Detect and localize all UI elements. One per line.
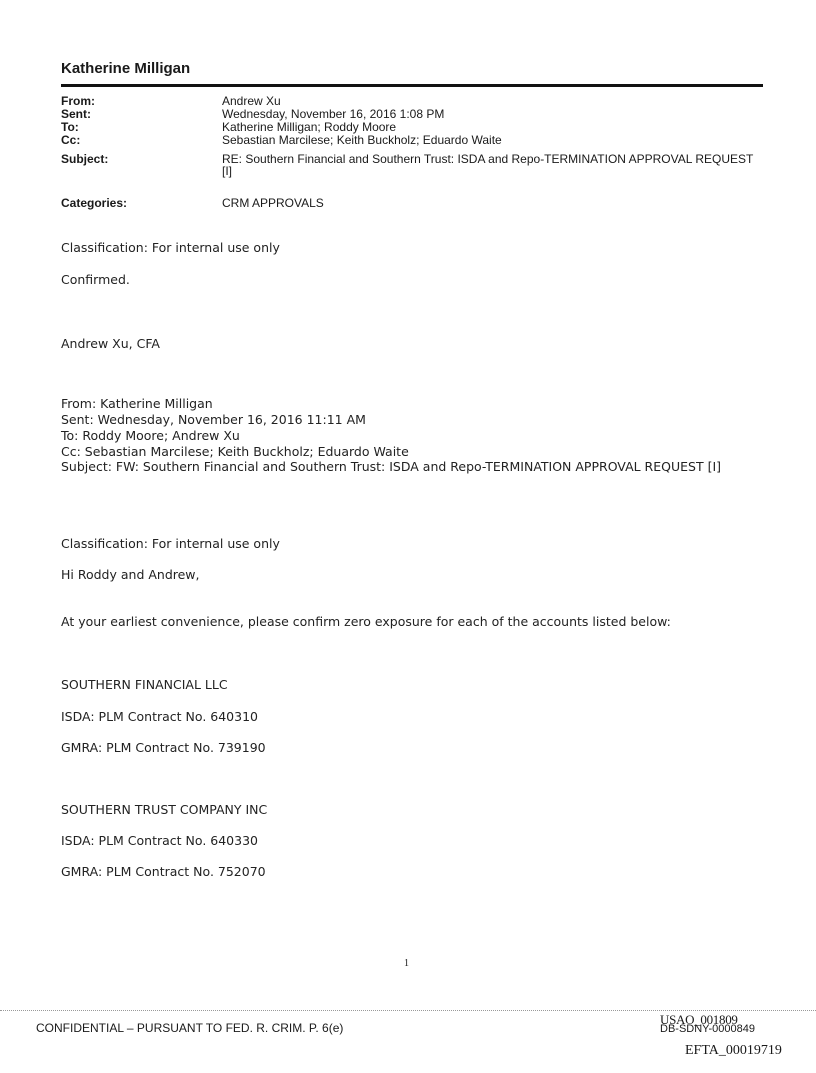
mailbox-owner-title: Katherine Milligan (61, 60, 191, 77)
to-label: To: (61, 120, 79, 134)
sent-label: Sent: (61, 107, 91, 121)
subject-value: RE: Southern Financial and Southern Trust: ISDA and Repo-TERMINATION APPROVAL REQUEST [I] (222, 152, 754, 178)
forwarded-sent: Sent: Wednesday, November 16, 2016 11:11 AM (61, 412, 366, 427)
reply-classification: Classification: For internal use only (61, 240, 280, 255)
account-name: SOUTHERN TRUST COMPANY INC (61, 802, 268, 817)
to-value: Katherine Milligan; Roddy Moore (222, 120, 397, 134)
cc-label: Cc: (61, 133, 81, 147)
efta-number: EFTA_00019719 (685, 1043, 782, 1058)
greeting: Hi Roddy and Andrew, (61, 567, 200, 582)
cc-value: Sebastian Marcilese; Keith Buckholz; Eduardo Waite (222, 133, 502, 147)
from-label: From: (61, 94, 95, 108)
forwarded-from: From: Katherine Milligan (61, 396, 213, 411)
from-value: Andrew Xu (222, 94, 281, 108)
bates-number-db: DB-SDNY-0000849 (660, 1023, 755, 1035)
account-isda: ISDA: PLM Contract No. 640330 (61, 833, 258, 848)
forwarded-to: To: Roddy Moore; Andrew Xu (61, 428, 240, 443)
forwarded-cc: Cc: Sebastian Marcilese; Keith Buckholz; Eduardo Waite (61, 444, 409, 459)
categories-label: Categories: (61, 196, 128, 210)
forwarded-classification: Classification: For internal use only (61, 536, 280, 551)
account-gmra: GMRA: PLM Contract No. 752070 (61, 864, 266, 879)
bates-number-usao: USAO_001809 (660, 1012, 738, 1027)
page-number: 1 (404, 958, 409, 969)
account-isda: ISDA: PLM Contract No. 640310 (61, 709, 258, 724)
confidential-notice: CONFIDENTIAL – PURSUANT TO FED. R. CRIM. P. 6(e) (36, 1021, 344, 1035)
categories-value: CRM APPROVALS (222, 196, 324, 210)
footer-divider (0, 1010, 816, 1011)
reply-message: Confirmed. (61, 272, 130, 287)
reply-signature: Andrew Xu, CFA (61, 336, 160, 351)
request-text: At your earliest convenience, please confirm zero exposure for each of the accounts listed below: (61, 614, 671, 629)
header-rule (61, 84, 763, 87)
sent-value: Wednesday, November 16, 2016 1:08 PM (222, 107, 445, 121)
account-name: SOUTHERN FINANCIAL LLC (61, 677, 228, 692)
account-gmra: GMRA: PLM Contract No. 739190 (61, 740, 266, 755)
forwarded-subject: Subject: FW: Southern Financial and Southern Trust: ISDA and Repo-TERMINATION APPROVAL REQUEST [I] (61, 459, 722, 474)
subject-label: Subject: (61, 152, 109, 166)
